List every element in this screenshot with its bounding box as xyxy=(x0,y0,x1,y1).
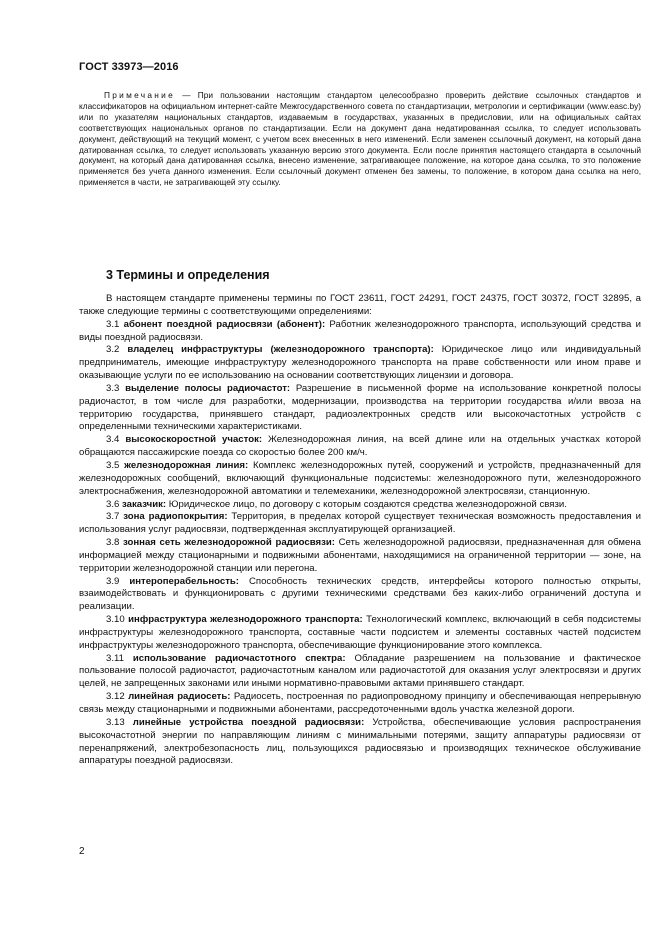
note-paragraph xyxy=(79,90,641,188)
intro-paragraph: В настоящем стандарте применены термины по ГОСТ 23611, ГОСТ 24291, ГОСТ 24375, ГОСТ 30372, ГОСТ 32895, а также следующие термины с соответствующими определениями: xyxy=(79,293,641,317)
note-dash: — xyxy=(175,90,198,100)
term-text: Способность технических средств, интерфейсы которого полностью открыты, взаимодействовать и функционировать с другими техническими средствами без каких-либо ограничений доступа и реализации. xyxy=(79,575,641,613)
term-number: 3.7 xyxy=(106,511,124,523)
note-text: При пользовании настоящим стандартом целесообразно проверить действие ссылочных стандартов и классификаторов на официальном интернет-сайте Межгосударственного совета по стандартизации, метрологии и сертификации (www.easc.by) или по указателям национальных стандартов, издаваемым в государствах, указанных в предисловии, или на официальных сайтах соответствующих национальных органов по стандартизации. Если на документ дана недатированная ссылка, то следует использовать документ, действующий на текущий момент, с учетом всех внесенных в него изменений. Если заменен ссылочный документ, на который дана датированная ссылка, то следует использовать указанную версию этого документа. Если после принятия настоящего стандарта в ссылочный документ, на который дана датированная ссылка, внесено изменение, затрагивающее положение, на которое дана ссылка, то это положение применяется без учета данного изменения. Если ссылочный документ отменен без замены, то положение, в котором дана ссылка на него, применяется в части, не затрагивающей эту ссылку. xyxy=(79,90,641,188)
term-number: 3.13 xyxy=(106,716,133,728)
page-number: 2 xyxy=(79,846,85,857)
term-number: 3.8 xyxy=(106,537,123,549)
term-name: зонная сеть железнодорожной радиосвязи: xyxy=(122,537,335,549)
term-text: Сеть железнодорожной радиосвязи, предназначенная для обмена информацией между стационарными и подвижными абонентами, находящимися на ограниченной территории — зоне, на территории железнодорожной станции или перегона. xyxy=(79,537,641,574)
term-name: интероперабельность: xyxy=(129,575,239,587)
term-text: Железнодорожная линия, на всей длине или на отдельных участках которой обращаются пассажирские поезда со скоростью более 200 км/ч. xyxy=(79,434,641,459)
term-definition xyxy=(79,717,641,768)
term-text: Радиосеть, построенная по радиопроводному принципу и обеспечивающая непрерывную связь между стационарными и подвижными абонентами, рассредоточенными вдоль участка железной дороги. xyxy=(79,691,642,715)
term-text: Юридическое лицо или индивидуальный предприниматель, имеющие инфраструктуру железнодорожного транспорта на праве собственности или ином праве и оказывающие услуги по ее использованию на основании соответствующих лицензии и договора. xyxy=(79,344,641,382)
term-name: линейные устройства поездной радиосвязи: xyxy=(132,716,365,728)
term-definition xyxy=(79,434,641,460)
term-definition xyxy=(79,460,641,499)
document-header: ГОСТ 33973—2016 xyxy=(79,61,179,73)
term-definition xyxy=(79,319,641,345)
term-name: высокоскоростной участок: xyxy=(125,434,263,446)
term-name: заказчик: xyxy=(122,498,167,510)
terms-list xyxy=(79,319,641,769)
term-definition xyxy=(79,614,641,653)
term-name: зона радиопокрытия: xyxy=(123,511,228,523)
term-definition xyxy=(79,537,641,576)
term-text: Юридическое лицо, по договору с которым создаются средства железнодорожной связи. xyxy=(166,498,567,510)
term-text: Обладание разрешением на пользование и фактическое пользование полосой радиочастот, радиочастотным каналом или радиочастотой для оказания услуг электросвязи и других целей, не запрещенных законами или иными нормативно-правовыми актами принявшего стандарт. xyxy=(79,652,641,690)
term-definition xyxy=(79,653,641,692)
section-title: 3 Термины и определения xyxy=(106,268,270,282)
term-text: Работник железнодорожного транспорта, использующий средства и виды поездной радиосвязи. xyxy=(79,318,641,343)
term-text: Устройства, обеспечивающие условия распространения высокочастотной энергии по направляющим линиям с минимальными потерями, защиту аппаратуры радиосвязи от перенапряжений, электробезопасность лиц, пользующихся радиосвязью и производящих техническое обслуживание аппаратуры поездной радиосвязи. xyxy=(79,716,641,767)
term-definition xyxy=(79,511,641,537)
term-name: железнодорожная линия: xyxy=(124,459,249,471)
term-definition xyxy=(79,499,641,512)
term-name: владелец инфраструктуры (железнодорожного транспорта): xyxy=(127,344,434,356)
term-name: использование радиочастотного спектра: xyxy=(132,652,346,664)
term-name: выделение полосы радиочастот: xyxy=(125,382,291,394)
term-text: Разрешение в письменной форме на использование конкретной полосы радиочастот, в том числе для разработки, модернизации, производства на территории государства и/или ввоза на территорию государства, принявшего стандарт, радиоэлектронных средств или высокочастотных устройств с определенными техническими характеристиками. xyxy=(79,382,641,433)
term-number: 3.9 xyxy=(106,575,130,587)
term-number: 3.5 xyxy=(106,459,125,471)
term-number: 3.2 xyxy=(106,344,128,356)
term-definition xyxy=(79,576,641,615)
term-name: линейная радиосеть: xyxy=(128,691,231,703)
term-definition xyxy=(79,691,641,717)
term-number: 3.12 xyxy=(106,691,129,703)
term-definition xyxy=(79,344,641,383)
term-text: Комплекс железнодорожных путей, сооружений и устройств, предназначенный для железнодорожных сообщений, включающий функциональные подсистемы: железнодорожного пути, железнодорожного электроснабжения, железнодорожной автоматики и телемеханики, железнодорожной электросвязи, станционную. xyxy=(79,459,641,497)
term-number: 3.4 xyxy=(106,434,126,446)
term-number: 3.6 xyxy=(106,498,123,510)
term-name: абонент поездной радиосвязи (абонент): xyxy=(123,318,326,330)
note-block xyxy=(79,90,641,188)
term-number: 3.11 xyxy=(106,652,133,664)
term-number: 3.1 xyxy=(106,318,124,330)
term-name: инфраструктура железнодорожного транспорта: xyxy=(128,614,363,626)
term-definition xyxy=(79,383,641,434)
term-number: 3.10 xyxy=(106,614,129,626)
term-number: 3.3 xyxy=(106,382,126,394)
term-text: Территория, в пределах которой существует техническая возможность предоставления и использования услуг радиосвязи, подтвержденная эксплуатирующей организацией. xyxy=(79,511,641,536)
note-label: Примечание xyxy=(104,90,176,100)
term-text: Технологический комплекс, включающий в себя подсистемы инфраструктуры железнодорожного транспорта, составные части подсистем и элементы составных частей подсистем инфраструктуры железнодорожного транспорта, обеспечивающие функционирование этого комплекса. xyxy=(79,614,641,651)
terms-body xyxy=(79,293,641,768)
